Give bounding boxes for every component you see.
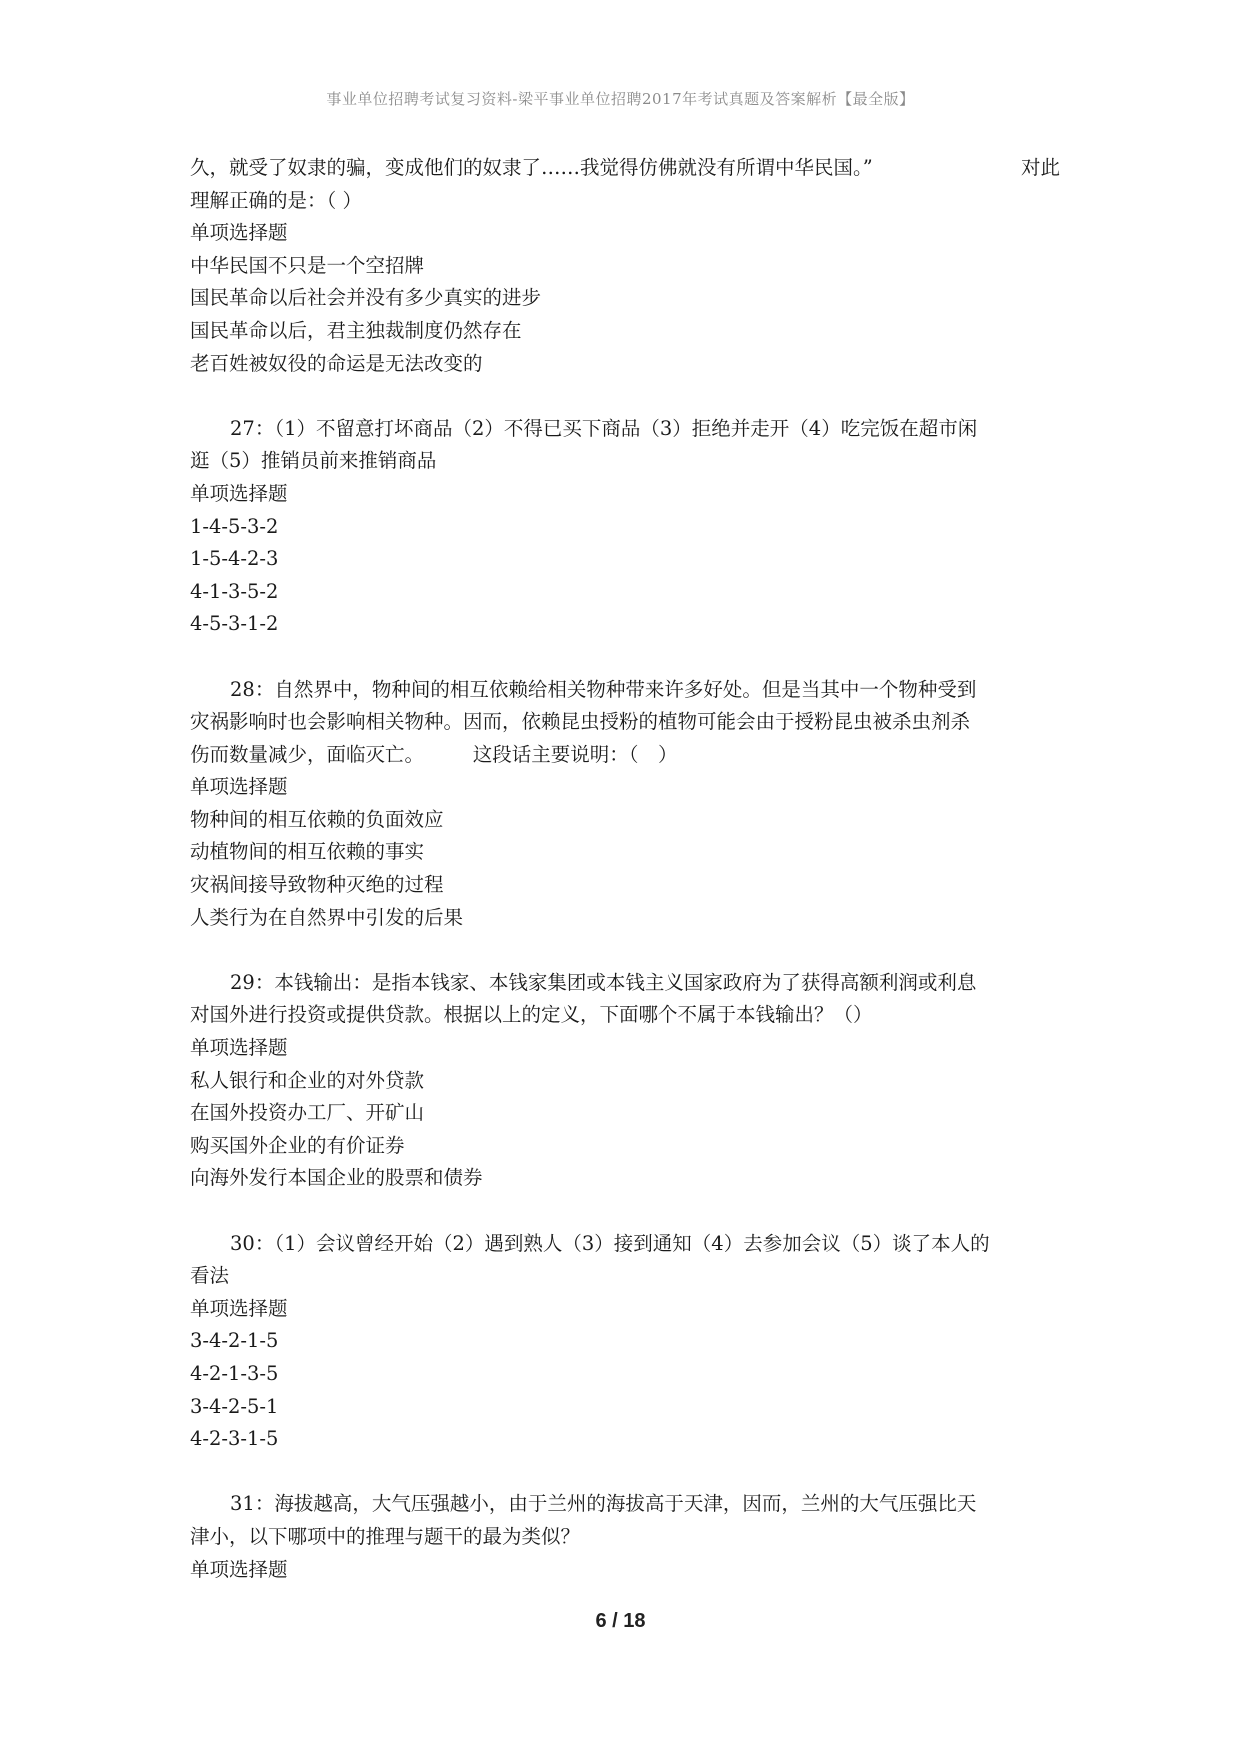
page-number: 6 / 18: [595, 1610, 646, 1632]
question-26-text-right: 对此: [1020, 156, 1060, 179]
question-30-line-1: 30：（1）会议曾经开始（2）遇到熟人（3）接到通知（4）去参加会议（5）谈了本人的: [230, 1231, 990, 1255]
question-28-line-3: 伤而数量减少，面临灭亡。 这段话主要说明：（ ）: [190, 742, 678, 766]
question-type-label: 单项选择题: [190, 775, 288, 799]
question-28: [190, 674, 1060, 935]
question-29-line-2: 对国外进行投资或提供贷款。根据以上的定义，下面哪个不属于本钱输出？（）: [190, 1003, 873, 1027]
question-31-line-1: 31：海拔越高，大气压强越小，由于兰州的海拔高于天津，因而，兰州的大气压强比天: [230, 1492, 977, 1516]
answer-option: 灾祸间接导致物种灭绝的过程: [190, 873, 444, 897]
answer-option: 国民革命以后，君主独裁制度仍然存在: [190, 318, 522, 342]
answer-option: 1-5-4-2-3: [190, 547, 279, 571]
question-27-line-1: 27：（1）不留意打坏商品（2）不得已买下商品（3）拒绝并走开（4）吃完饭在超市闲: [230, 416, 978, 440]
question-type-label: 单项选择题: [190, 221, 288, 245]
answer-option: 1-4-5-3-2: [190, 514, 279, 538]
answer-option: 物种间的相互依赖的负面效应: [190, 807, 444, 831]
question-27-line-2: 逛（5）推销员前来推销商品: [190, 449, 437, 473]
question-29: [190, 967, 1060, 1195]
question-31: [190, 1488, 1060, 1586]
answer-option: 人类行为在自然界中引发的后果: [190, 905, 464, 929]
answer-option: 4-5-3-1-2: [190, 612, 279, 636]
answer-option: 向海外发行本国企业的股票和债券: [190, 1166, 483, 1190]
question-28-line-2: 灾祸影响时也会影响相关物种。因而，依赖昆虫授粉的植物可能会由于授粉昆虫被杀虫剂杀: [190, 710, 971, 734]
answer-option: 国民革命以后社会并没有多少真实的进步: [190, 286, 542, 310]
answer-option: 4-2-3-1-5: [190, 1427, 279, 1451]
question-type-label: 单项选择题: [190, 481, 288, 505]
question-type-label: 单项选择题: [190, 1036, 288, 1060]
question-30-line-2: 看法: [190, 1264, 230, 1288]
question-27: [190, 413, 1060, 641]
answer-option: 动植物间的相互依赖的事实: [190, 840, 425, 864]
question-31-line-2: 津小，以下哪项中的推理与题干的最为类似？: [190, 1524, 581, 1548]
answer-option: 在国外投资办工厂、开矿山: [190, 1101, 425, 1125]
answer-option: 4-2-1-3-5: [190, 1361, 279, 1385]
answer-option: 4-1-3-5-2: [190, 579, 279, 603]
answer-option: 老百姓被奴役的命运是无法改变的: [190, 351, 483, 375]
question-26-line-1: [190, 152, 1060, 185]
document-body: [190, 152, 1060, 1586]
question-26-text-left: 久，就受了奴隶的骗，变成他们的奴隶了……我觉得仿佛就没有所谓中华民国。”: [190, 156, 873, 179]
answer-option: 3-4-2-5-1: [190, 1394, 279, 1418]
answer-option: 中华民国不只是一个空招牌: [190, 253, 425, 277]
answer-option: 私人银行和企业的对外贷款: [190, 1068, 425, 1092]
question-type-label: 单项选择题: [190, 1557, 288, 1581]
question-type-label: 单项选择题: [190, 1296, 288, 1320]
page-header: 事业单位招聘考试复习资料-梁平事业单位招聘2017年考试真题及答案解析【最全版】: [326, 90, 915, 108]
question-26: [190, 152, 1060, 380]
answer-option: 购买国外企业的有价证券: [190, 1133, 405, 1157]
question-28-line-1: 28：自然界中，物种间的相互依赖给相关物种带来许多好处。但是当其中一个物种受到: [230, 677, 977, 701]
question-29-line-1: 29：本钱输出：是指本钱家、本钱家集团或本钱主义国家政府为了获得高额利润或利息: [230, 970, 977, 994]
question-30: [190, 1228, 1060, 1456]
answer-option: 3-4-2-1-5: [190, 1329, 279, 1353]
question-26-line-2: 理解正确的是：（ ）: [190, 188, 362, 212]
